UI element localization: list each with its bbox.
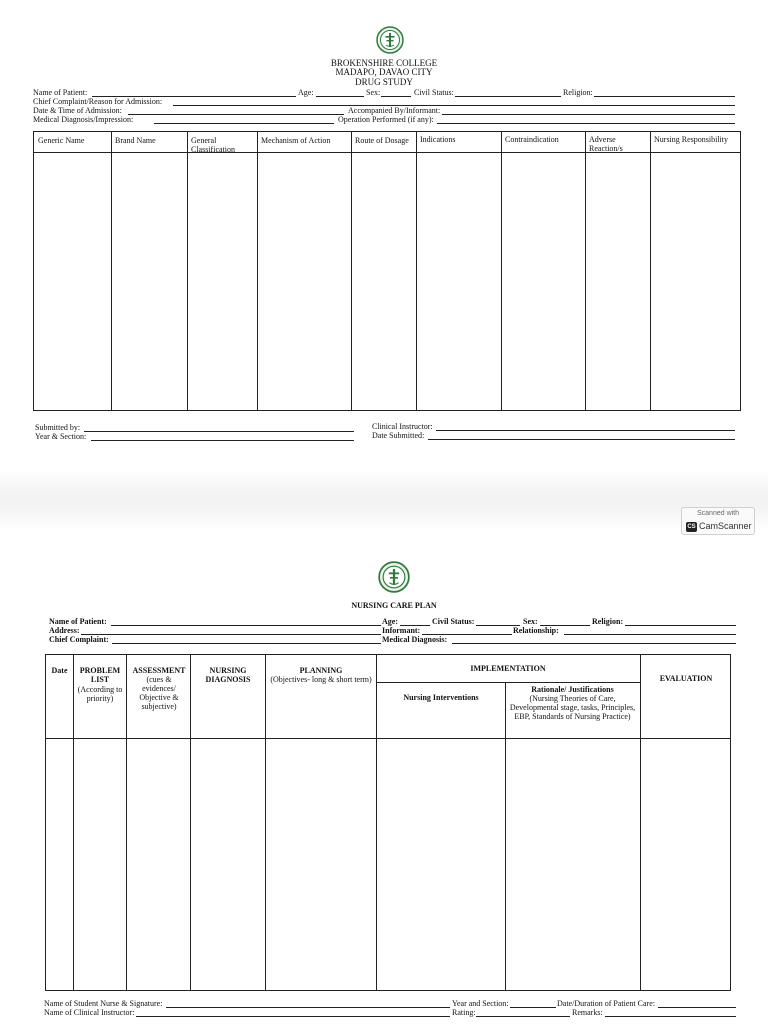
column-header-adverse-reactions: Adverse Reaction/s <box>589 135 623 153</box>
column-divider <box>376 655 377 990</box>
camscanner-name: CamScanner <box>699 521 752 531</box>
column-subheader-problem-list: (According to priority) <box>77 685 123 703</box>
column-divider <box>257 132 258 410</box>
field-line-year-section[interactable] <box>510 1007 556 1008</box>
label-remarks: Remarks: <box>572 1008 603 1017</box>
label-name-of-patient: Name of Patient: <box>49 617 107 626</box>
label-civil-status: Civil Status: <box>414 88 454 97</box>
label-relationship: Relationship: <box>513 626 559 635</box>
column-divider <box>190 655 191 990</box>
label-accompanied-by: Accompanied By/Informant: <box>348 106 441 115</box>
column-divider <box>265 655 266 990</box>
column-subheader-rationale: (Nursing Theories of Care, Developmental stage, tasks, Principles, EBP, Standards of Nursing Practice) <box>509 694 636 721</box>
column-header-nursing-interventions: Nursing Interventions <box>403 693 479 702</box>
column-divider <box>126 655 127 990</box>
label-chief-complaint: Chief Complaint/Reason for Admission: <box>33 97 163 106</box>
column-header-brand-name: Brand Name <box>115 136 156 145</box>
label-religion: Religion: <box>563 88 593 97</box>
field-line-religion[interactable] <box>625 625 736 626</box>
label-sex: Sex: <box>523 617 538 626</box>
field-line-submitted-by[interactable] <box>84 431 354 432</box>
label-medical-diagnosis: Medical Diagnosis: <box>382 635 448 644</box>
column-divider <box>505 682 506 990</box>
label-submitted-by: Submitted by: <box>35 423 81 432</box>
column-divider <box>501 132 502 410</box>
column-subheader-assessment: (cues & evidences/ Objective & subjective) <box>139 675 179 711</box>
column-header-route-of-dosage: Route of Dosage <box>355 136 409 145</box>
column-header-indications: Indications <box>420 135 456 144</box>
field-line-rating[interactable] <box>476 1016 570 1017</box>
care-plan-table <box>45 654 731 991</box>
table-header-divider <box>34 152 740 153</box>
column-header-evaluation: EVALUATION <box>659 674 713 683</box>
column-header-implementation: IMPLEMENTATION <box>470 664 546 673</box>
field-line-clinical-instructor[interactable] <box>136 1016 450 1017</box>
column-header-contraindication: Contraindication <box>505 135 559 144</box>
label-date-submitted: Date Submitted: <box>372 431 425 440</box>
column-header-rationale: Rationale/ Justifications <box>531 685 614 694</box>
column-divider <box>640 655 641 990</box>
field-line-sex[interactable] <box>381 96 411 97</box>
label-name-of-patient: Name of Patient: <box>33 88 88 97</box>
field-line-student-nurse[interactable] <box>166 1007 450 1008</box>
label-informant: Informant: <box>382 626 421 635</box>
column-divider <box>351 132 352 410</box>
field-line-civil-status[interactable] <box>455 96 561 97</box>
column-divider <box>585 132 586 410</box>
label-religion: Religion: <box>592 617 624 626</box>
field-line-clinical-instructor[interactable] <box>436 430 735 431</box>
field-line-name-of-patient[interactable] <box>111 625 381 626</box>
college-name: BROKENSHIRE COLLEGE <box>330 58 438 68</box>
camscanner-logo-icon: CS <box>687 524 696 530</box>
column-divider <box>73 655 74 990</box>
field-line-relationship[interactable] <box>564 634 736 635</box>
drug-study-table <box>33 131 741 411</box>
form-title-drug-study: DRUG STUDY <box>355 77 413 87</box>
column-header-mechanism-of-action: Mechanism of Action <box>261 136 331 145</box>
page-gap <box>0 470 768 530</box>
field-line-age[interactable] <box>316 96 364 97</box>
column-header-nursing-diagnosis: NURSING DIAGNOSIS <box>205 666 251 684</box>
label-age: Age: <box>298 88 314 97</box>
field-line-year-section[interactable] <box>91 440 354 441</box>
field-line-medical-diagnosis[interactable] <box>452 643 736 644</box>
scanned-with-text: Scanned with <box>696 510 740 517</box>
column-header-planning: PLANNING <box>299 666 343 675</box>
label-date-time-admission: Date & Time of Admission: <box>33 106 122 115</box>
label-address: Address: <box>49 626 80 635</box>
field-line-operation-performed[interactable] <box>437 123 735 124</box>
college-address: MADAPO, DAVAO CITY <box>335 67 433 77</box>
label-operation-performed: Operation Performed (if any): <box>338 115 434 124</box>
column-header-nursing-responsibility: Nursing Responsibility <box>654 135 729 144</box>
column-header-general-classification: General Classification <box>191 136 235 154</box>
table-header-divider <box>46 738 730 739</box>
field-line-address[interactable] <box>81 634 381 635</box>
column-header-generic-name: Generic Name <box>38 136 85 145</box>
column-subheader-planning: (Objectives- long & short term) <box>270 675 372 684</box>
label-age: Age: <box>382 617 398 626</box>
column-header-problem-list: PROBLEM LIST <box>79 666 121 684</box>
label-civil-status: Civil Status: <box>432 617 475 626</box>
field-line-chief-complaint[interactable] <box>112 643 381 644</box>
college-seal-logo <box>378 561 410 593</box>
label-rating: Rating: <box>452 1008 476 1017</box>
field-line-medical-diagnosis[interactable] <box>154 123 334 124</box>
column-divider <box>187 132 188 410</box>
college-seal-logo <box>376 26 404 54</box>
form-title-nursing-care-plan: NURSING CARE PLAN <box>351 601 437 610</box>
column-divider <box>111 132 112 410</box>
field-line-date-time-admission[interactable] <box>128 114 344 115</box>
label-student-nurse: Name of Student Nurse & Signature: <box>44 999 163 1008</box>
label-clinical-instructor: Name of Clinical Instructor: <box>44 1008 135 1017</box>
label-year-section: Year & Section: <box>35 432 87 441</box>
field-line-remarks[interactable] <box>605 1016 736 1017</box>
label-medical-diagnosis: Medical Diagnosis/Impression: <box>33 115 134 124</box>
label-sex: Sex: <box>366 88 381 97</box>
column-divider <box>416 132 417 410</box>
field-line-date-submitted[interactable] <box>428 439 735 440</box>
column-divider <box>650 132 651 410</box>
field-line-chief-complaint[interactable] <box>173 105 735 106</box>
column-header-date: Date <box>51 666 68 675</box>
label-date-duration: Date/Duration of Patient Care: <box>557 999 655 1008</box>
field-line-religion[interactable] <box>594 96 735 97</box>
implementation-subheader-divider <box>376 682 640 683</box>
field-line-accompanied-by[interactable] <box>442 114 735 115</box>
label-chief-complaint: Chief Complaint: <box>49 635 109 644</box>
column-header-assessment: ASSESSMENT <box>132 666 186 675</box>
label-year-section: Year and Section: <box>452 999 509 1008</box>
camscanner-watermark <box>681 507 755 535</box>
field-line-date-duration[interactable] <box>658 1007 736 1008</box>
label-clinical-instructor: Clinical Instructor: <box>372 422 433 431</box>
